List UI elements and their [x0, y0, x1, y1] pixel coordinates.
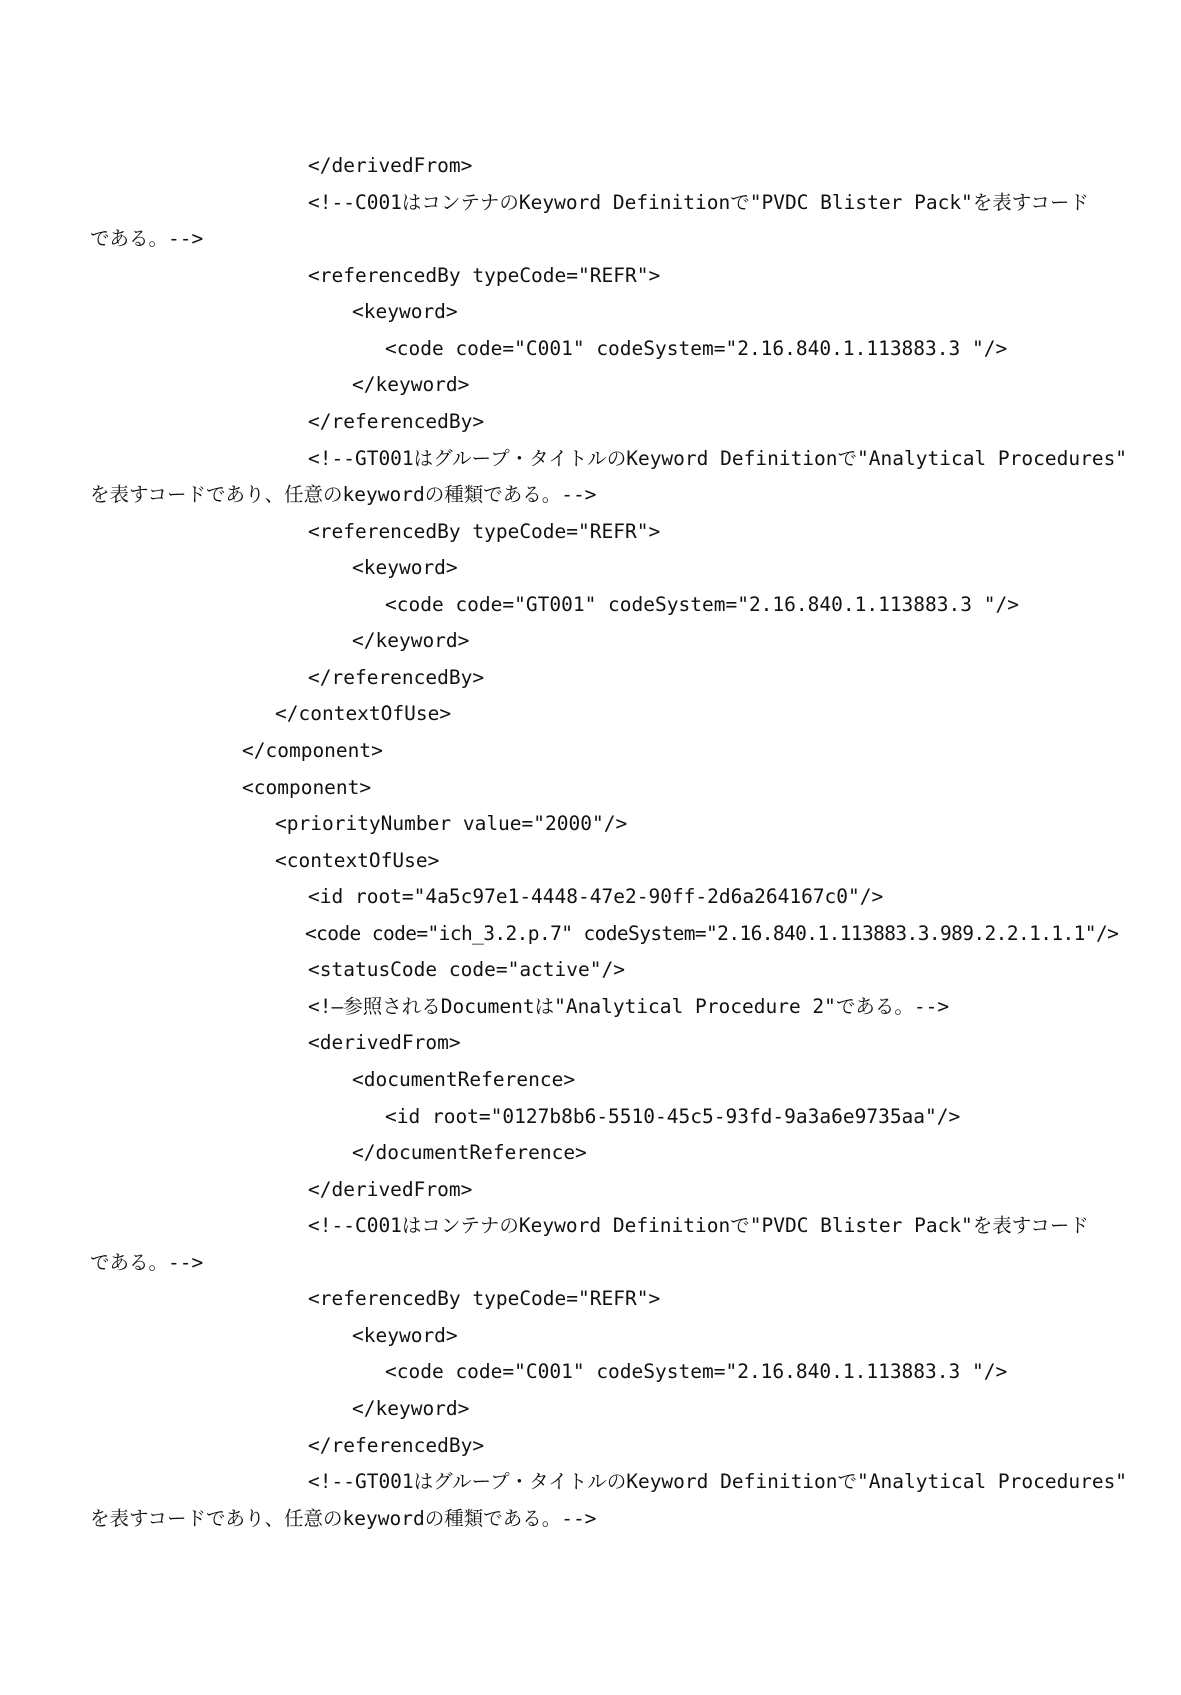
code-line: <referencedBy typeCode="REFR">: [308, 520, 661, 543]
code-line: </referencedBy>: [308, 410, 485, 433]
code-line: <component>: [242, 776, 372, 799]
code-line: <priorityNumber value="2000"/>: [275, 812, 628, 835]
comment-line: <!--C001はコンテナのKeyword Definitionで"PVDC Blister Pack"を表すコード: [308, 191, 1089, 214]
code-line: <derivedFrom>: [308, 1031, 461, 1054]
code-line: <code code="C001" codeSystem="2.16.840.1.113883.3 "/>: [385, 1360, 1008, 1383]
code-line: </referencedBy>: [308, 1434, 485, 1457]
comment-line: を表すコードであり、任意のkeywordの種類である。-->: [90, 483, 597, 506]
comment-line: <!--GT001はグループ・タイトルのKeyword Definitionで"Analytical Procedures": [308, 1470, 1128, 1493]
comment-line: である。-->: [90, 227, 204, 250]
comment-line: <!--GT001はグループ・タイトルのKeyword Definitionで"Analytical Procedures": [308, 447, 1128, 470]
comment-line: <!--C001はコンテナのKeyword Definitionで"PVDC Blister Pack"を表すコード: [308, 1214, 1089, 1237]
code-line: </component>: [242, 739, 383, 762]
code-line: <documentReference>: [352, 1068, 576, 1091]
code-line: <keyword>: [352, 556, 458, 579]
code-line: <code code="C001" codeSystem="2.16.840.1.113883.3 "/>: [385, 337, 1008, 360]
code-line: <keyword>: [352, 300, 458, 323]
code-line: <referencedBy typeCode="REFR">: [308, 1287, 661, 1310]
code-line: <code code="ich_3.2.p.7" codeSystem="2.16.840.1.113883.3.989.2.2.1.1.1"/>: [305, 922, 1119, 945]
code-line: <referencedBy typeCode="REFR">: [308, 264, 661, 287]
code-line: <keyword>: [352, 1324, 458, 1347]
code-line: </referencedBy>: [308, 666, 485, 689]
code-line: </keyword>: [352, 373, 470, 396]
code-line: </derivedFrom>: [308, 154, 473, 177]
code-line: <statusCode code="active"/>: [308, 958, 625, 981]
code-line: </keyword>: [352, 1397, 470, 1420]
code-line: <id root="4a5c97e1-4448-47e2-90ff-2d6a264167c0"/>: [308, 885, 884, 908]
comment-line: である。-->: [90, 1251, 204, 1274]
comment-line: <!—参照されるDocumentは"Analytical Procedure 2"である。-->: [308, 995, 950, 1018]
code-line: <id root="0127b8b6-5510-45c5-93fd-9a3a6e9735aa"/>: [385, 1105, 961, 1128]
code-line: </derivedFrom>: [308, 1178, 473, 1201]
code-line: <contextOfUse>: [275, 849, 440, 872]
code-line: </contextOfUse>: [275, 702, 452, 725]
code-line: </documentReference>: [352, 1141, 587, 1164]
code-line: </keyword>: [352, 629, 470, 652]
code-line: <code code="GT001" codeSystem="2.16.840.1.113883.3 "/>: [385, 593, 1019, 616]
comment-line: を表すコードであり、任意のkeywordの種類である。-->: [90, 1507, 597, 1530]
